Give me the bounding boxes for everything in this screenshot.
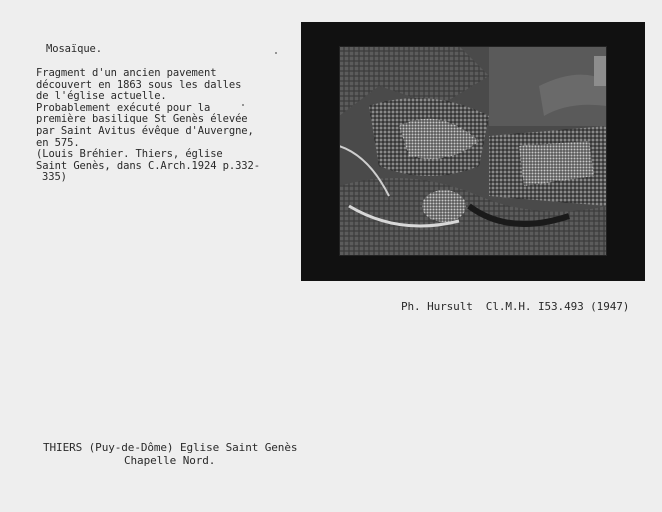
note-line: de l'église actuelle.: [36, 90, 167, 103]
note-line: Saint Genès, dans C.Arch.1924 p.332-: [36, 159, 260, 172]
mounted-photograph: [301, 22, 645, 281]
location-line: THIERS (Puy-de-Dôme) Eglise Saint Genès: [43, 441, 298, 454]
punch-mark: [275, 52, 277, 54]
note-line: (Louis Bréhier. Thiers, église: [36, 148, 223, 161]
punch-mark: [242, 104, 244, 106]
card-heading: Mosaïque.: [46, 43, 102, 55]
location-subline: Chapelle Nord.: [124, 454, 216, 467]
note-line: Fragment d'un ancien pavement: [36, 67, 217, 79]
mosaic-photo: [339, 46, 607, 256]
note-line: 335): [42, 171, 67, 184]
note-line: Probablement exécuté pour la: [36, 101, 211, 114]
note-line: première basilique St Genès élevée: [36, 113, 248, 126]
note-line: en 575.: [36, 136, 80, 149]
photo-credit: Ph. Hursult Cl.M.H. I53.493 (1947): [401, 300, 630, 313]
note-line: par Saint Avitus évêque d'Auvergne,: [36, 124, 254, 137]
note-line: découvert en 1863 sous les dalles: [36, 78, 242, 91]
card-notes: [36, 68, 260, 184]
